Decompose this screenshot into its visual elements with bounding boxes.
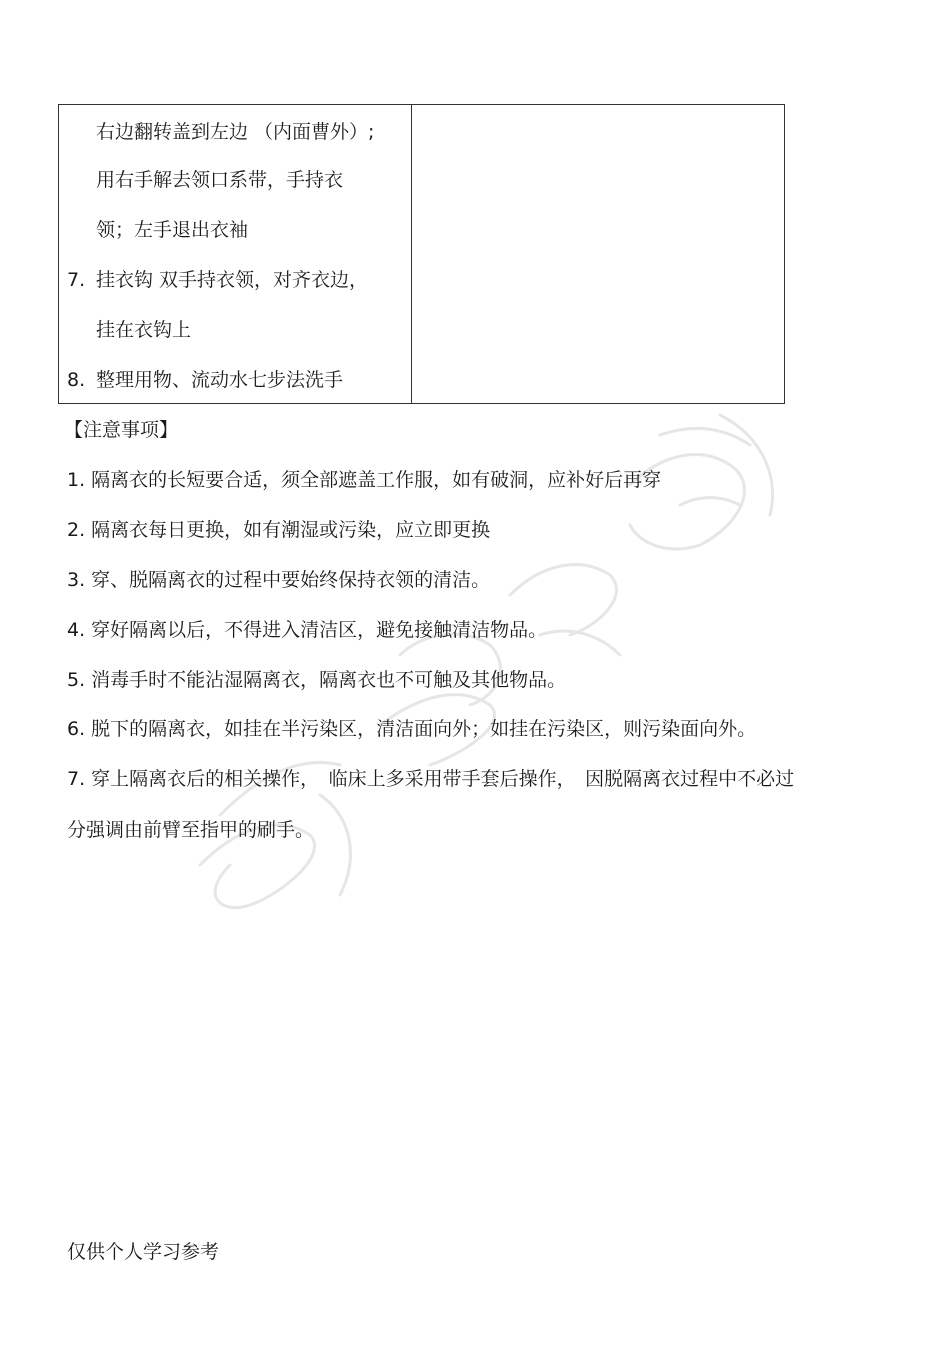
procedure-notes-cell — [412, 105, 784, 403]
note-item: 5. 消毒手时不能沾湿隔离衣，隔离衣也不可触及其他物品。 — [67, 669, 567, 691]
procedure-line: 整理用物、流动水七步法洗手 — [96, 369, 344, 391]
step-number: 8. — [67, 369, 86, 391]
note-item: 1. 隔离衣的长短要合适，须全部遮盖工作服，如有破洞，应补好后再穿 — [67, 469, 662, 491]
procedure-line: 右边翻转盖到左边 （内面曹外）; — [96, 121, 375, 143]
procedure-steps-cell — [59, 105, 412, 403]
note-item: 2. 隔离衣每日更换，如有潮湿或污染，应立即更换 — [67, 519, 491, 541]
footer-text: 仅供个人学习参考 — [67, 1241, 220, 1263]
note-item: 4. 穿好隔离以后，不得进入清洁区，避免接触清洁物品。 — [67, 619, 548, 641]
note-item: 7. 穿上隔离衣后的相关操作， 临床上多采用带手套后操作， 因脱隔离衣过程中不必过 — [67, 768, 795, 790]
note-item: 分强调由前臂至指甲的刷手。 — [67, 819, 315, 841]
note-item: 6. 脱下的隔离衣，如挂在半污染区，清洁面向外；如挂在污染区，则污染面向外。 — [67, 718, 757, 740]
procedure-line: 挂衣钩 双手持衣领，对齐衣边， — [96, 269, 369, 291]
procedure-line: 用右手解去领口系带，手持衣 — [96, 169, 344, 191]
procedure-table — [58, 104, 785, 404]
step-number: 7. — [67, 269, 86, 291]
notes-heading: 【注意事项】 — [64, 419, 179, 441]
procedure-line: 领；左手退出衣袖 — [96, 219, 249, 241]
procedure-line: 挂在衣钩上 — [96, 319, 192, 341]
note-item: 3. 穿、脱隔离衣的过程中要始终保持衣领的清洁。 — [67, 569, 491, 591]
